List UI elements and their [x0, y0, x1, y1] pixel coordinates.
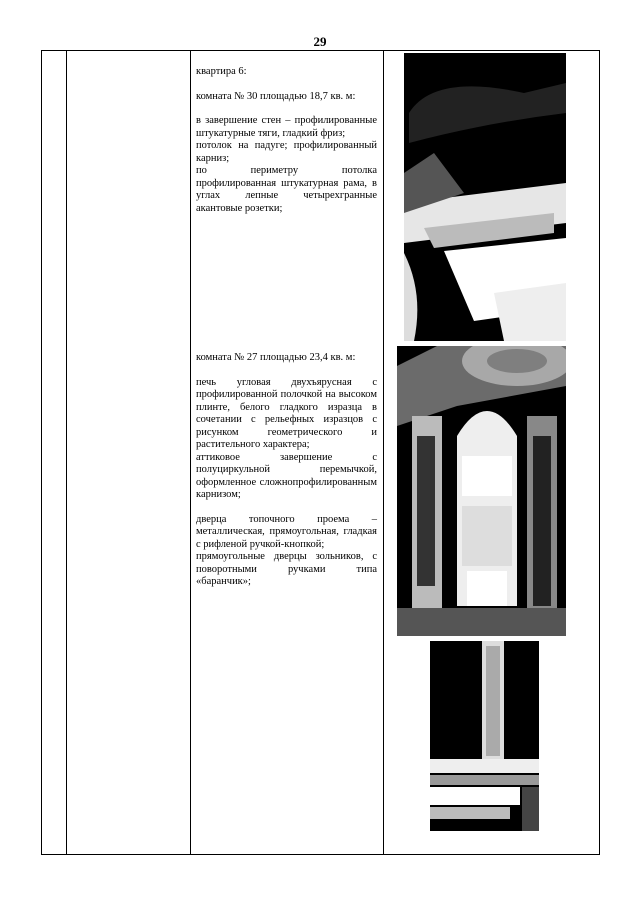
- photo-stove-detail: [430, 641, 539, 831]
- column-divider: [190, 51, 191, 854]
- apartment-heading: квартира 6:: [196, 66, 247, 77]
- photo-tiled-stove: [397, 346, 566, 636]
- description-item: по периметру потолка профилированная штукатурная рама, в углах лепные четырехгранные акантовые розетки;: [196, 165, 377, 214]
- photo-ceiling-cornice: [404, 53, 566, 341]
- description-item: печь угловая двухъярусная с профилированной полочкой на высоком плинте, белого гладкого изразца в сочетании с рельефных изразцов с рисунком геометрического и растительного характера;: [196, 376, 377, 450]
- section1-text: [196, 66, 377, 215]
- description-item: в завершение стен – профилированные штукатурные тяги, гладкий фриз;: [196, 115, 377, 139]
- description-item: потолок на падуге; профилированный карниз;: [196, 140, 377, 164]
- column-divider: [66, 51, 67, 854]
- room-heading: комната № 30 площадью 18,7 кв. м:: [196, 90, 356, 102]
- page-number: 29: [313, 34, 327, 49]
- room-heading: комната № 27 площадью 23,4 кв. м:: [196, 352, 356, 363]
- description-item: аттиковое завершение с полуциркульной перемычкой, оформленное сложнопрофилированным карнизом;: [196, 451, 377, 500]
- description-item: дверца топочного проема – металлическая, прямоугольная, гладкая с рифленой ручкой-кнопкой;: [196, 513, 377, 550]
- column-divider: [383, 51, 384, 854]
- description-item: прямоугольные дверцы зольников, с поворотными ручками типа «баранчик»;: [196, 551, 377, 587]
- section2-text: [196, 352, 377, 589]
